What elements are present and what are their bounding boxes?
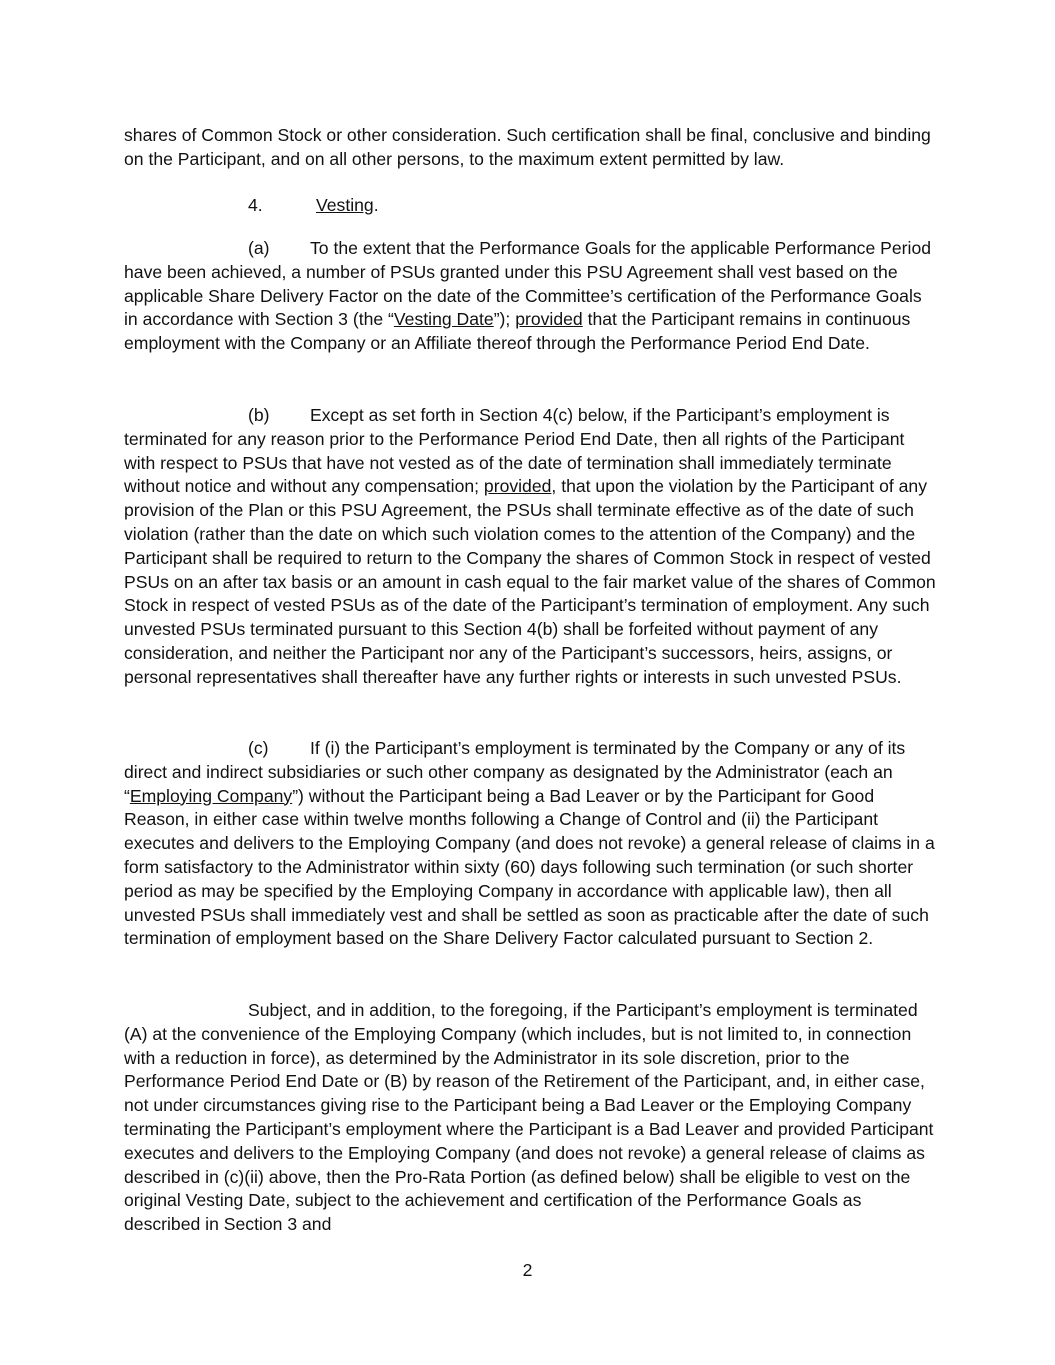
continuation-paragraph: shares of Common Stock or other consideration. Such certification shall be final, conclusive and binding on the Participant, and on all other persons, to the maximum extent permitted by law. — [124, 125, 931, 169]
paragraph-a: (a) To the extent that the Performance Goals for the applicable Performance Period have been achieved, a number of PSUs granted under this PSU Agreement shall vest based on the applicable Share Delivery Factor on the date of the Committee’s certification of the Performance Goals in accordance with Section 3 (the “Vesting Date”); provided that the Participant remains in continuous employment with the Company or an Affiliate thereof through the Performance Period End Date. — [124, 238, 932, 354]
section-title: Vesting — [316, 195, 374, 215]
paragraph-b-label: (b) — [248, 405, 270, 425]
page-number: 2 — [522, 1260, 533, 1280]
section-number: 4. — [248, 195, 263, 215]
paragraph-c-label: (c) — [248, 738, 269, 758]
section-heading — [248, 193, 379, 217]
defined-term-employing-company: Employing Company — [129, 785, 293, 806]
defined-term-vesting-date: Vesting Date — [393, 309, 494, 330]
provided-term: provided — [483, 476, 552, 497]
paragraph-subject: Subject, and in addition, to the foregoing, if the Participant’s employment is terminated (A) at the convenience of the Employing Company (which includes, but is not limited to, in connection with a reduction in force), as determined by the Administrator in its sole discretion, prior to the Performance Period End Date or (B) by reason of the Retirement of the Participant, and, in either case, not under circumstances giving rise to the Participant being a Bad Leaver or the Employing Company terminating the Participant’s employment where the Participant is a Bad Leaver and provided Participant executes and delivers to the Employing Company (and does not revoke) a general release of claims as described in (c)(ii) above, then the Pro-Rata Portion (as defined below) shall be eligible to vest on the original Vesting Date, subject to the achievement and certification of the Performance Goals as described in Section 3 and — [124, 1000, 934, 1235]
section-title-period: . — [373, 195, 379, 215]
paragraph-a-label: (a) — [248, 238, 270, 258]
paragraph-c: (c) If (i) the Participant’s employment is terminated by the Company or any of its direct and indirect subsidiaries or such other company as designated by the Administrator (each an “Employing Company”) without the Participant being a Bad Leaver or by the Participant for Good Reason, in either case within twelve months following a Change of Control and (ii) the Participant executes and delivers to the Employing Company (and does not revoke) a general release of claims in a form satisfactory to the Administrator within sixty (60) days following such termination (or such shorter period as may be specified by the Employing Company in accordance with applicable law), then all unvested PSUs shall immediately vest and shall be settled as soon as practicable after the date of such termination of employment based on the Share Delivery Factor calculated pursuant to Section 2. — [124, 738, 935, 949]
paragraph-b: (b) Except as set forth in Section 4(c) below, if the Participant’s employment is terminated for any reason prior to the Performance Period End Date, then all rights of the Participant with respect to PSUs that have not vested as of the date of termination shall immediately terminate without notice and without any compensation; provided, that upon the violation by the Participant of any provision of the Plan or this PSU Agreement, the PSUs shall terminate effective as of the date of such violation (rather than the date on which such violation comes to the attention of the Company) and the Participant shall be required to return to the Company the shares of Common Stock in respect of vested PSUs on an after tax basis or an amount in cash equal to the fair market value of the shares of Common Stock in respect of vested PSUs as of the date of the Participant’s termination of employment. Any such unvested PSUs terminated pursuant to this Section 4(b) shall be forfeited without payment of any consideration, and neither the Participant nor any of the Participant’s successors, heirs, assigns, or personal representatives shall thereafter have any further rights or interests in such unvested PSUs. — [124, 405, 936, 687]
provided-term: provided — [515, 309, 583, 330]
